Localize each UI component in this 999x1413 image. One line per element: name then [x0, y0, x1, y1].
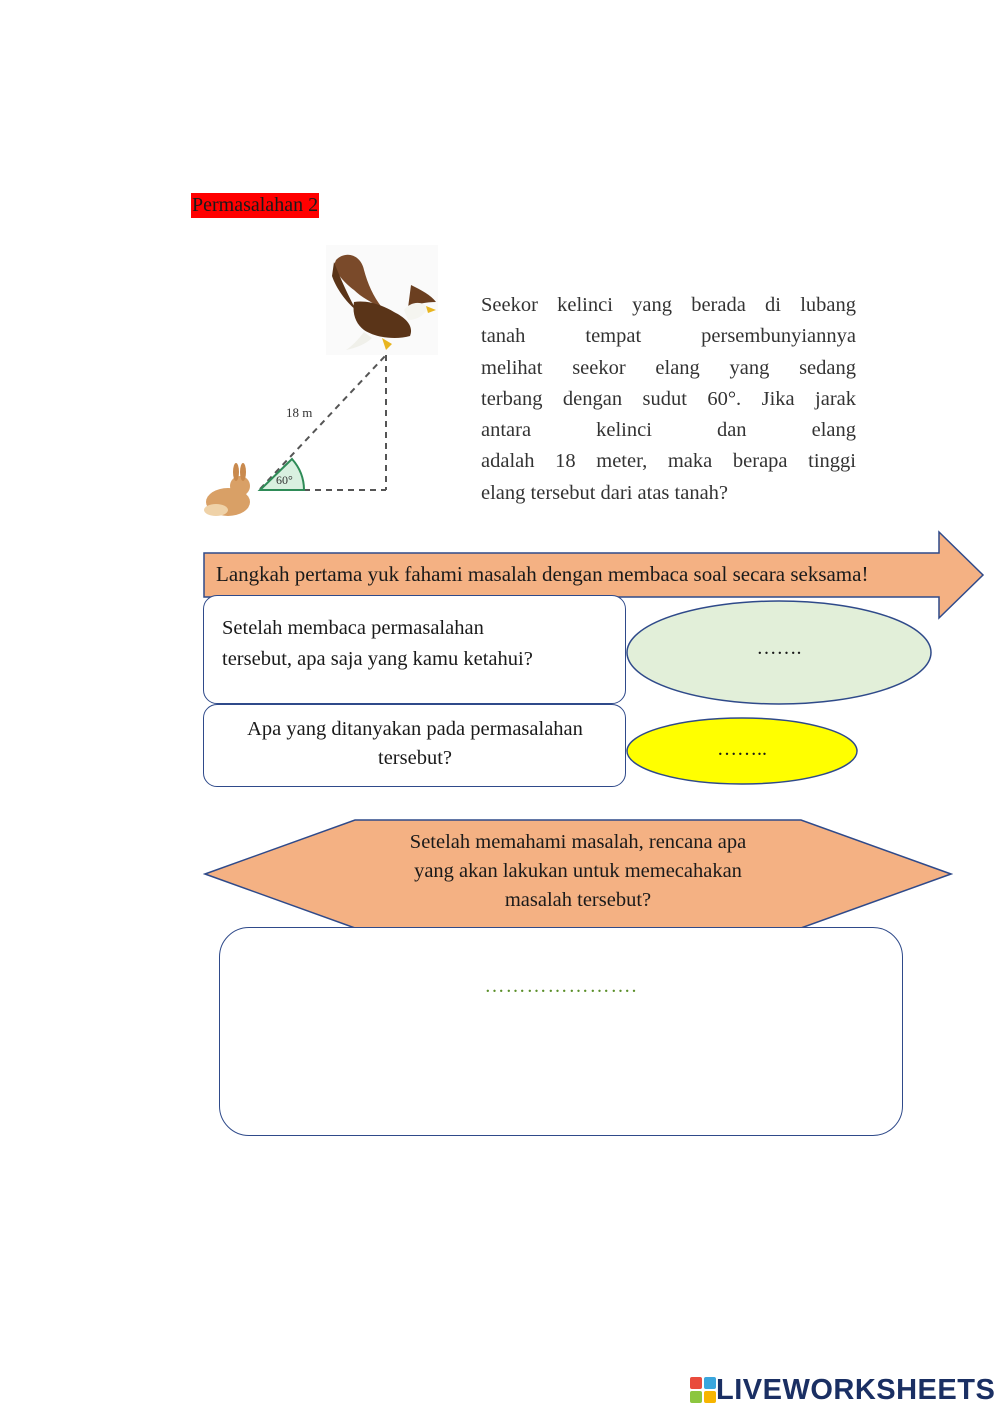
rabbit-icon: [204, 463, 250, 516]
page-title: Permasalahan 2: [192, 194, 319, 216]
plan-answer-placeholder[interactable]: ………………….: [484, 975, 638, 997]
plan-line: yang akan lakukan untuk memecahakan: [414, 860, 742, 882]
problem-line: antara kelinci dan elang: [481, 419, 856, 442]
problem-line: melihat seekor elang yang sedang: [481, 356, 856, 379]
question-asked-text: [215, 715, 615, 773]
question-line: Apa yang ditanyakan pada permasalahan: [247, 718, 583, 740]
plan-line: Setelah memahami masalah, rencana apa: [409, 831, 747, 853]
logo-text: LIVEWORKSHEETS: [716, 1373, 996, 1406]
liveworksheets-logo: [690, 1373, 995, 1407]
angle-label: 60°: [276, 473, 293, 487]
question-known-text: [222, 613, 612, 675]
problem-line: terbang dengan sudut 60°. Jika jarak: [481, 387, 856, 410]
problem-line: tanah tempat persembunyiannya: [481, 325, 856, 348]
problem-line: Seekor kelinci yang berada di lubang: [481, 294, 856, 316]
problem-line: adalah 18 meter, maka berapa tinggi: [481, 450, 856, 473]
answer-asked-placeholder[interactable]: ……..: [717, 738, 767, 760]
question-line: tersebut?: [378, 747, 452, 769]
problem-statement: [481, 290, 856, 509]
step-banner-text: Langkah pertama yuk fahami masalah dengan membaca soal secara seksama!: [216, 562, 869, 586]
question-line: Setelah membaca permasalahan: [222, 617, 484, 639]
answer-known-placeholder[interactable]: …….: [756, 637, 802, 659]
liveworksheets-logo-icon: [690, 1377, 716, 1403]
plan-answer-box[interactable]: [219, 927, 903, 1136]
eagle-rabbit-illustration: [196, 240, 456, 530]
problem-line: elang tersebut dari atas tanah?: [481, 481, 729, 504]
question-line: tersebut, apa saja yang kamu ketahui?: [222, 648, 533, 670]
distance-label: 18 m: [286, 405, 313, 420]
plan-line: masalah tersebut?: [504, 889, 652, 911]
plan-question-text: [360, 828, 796, 915]
